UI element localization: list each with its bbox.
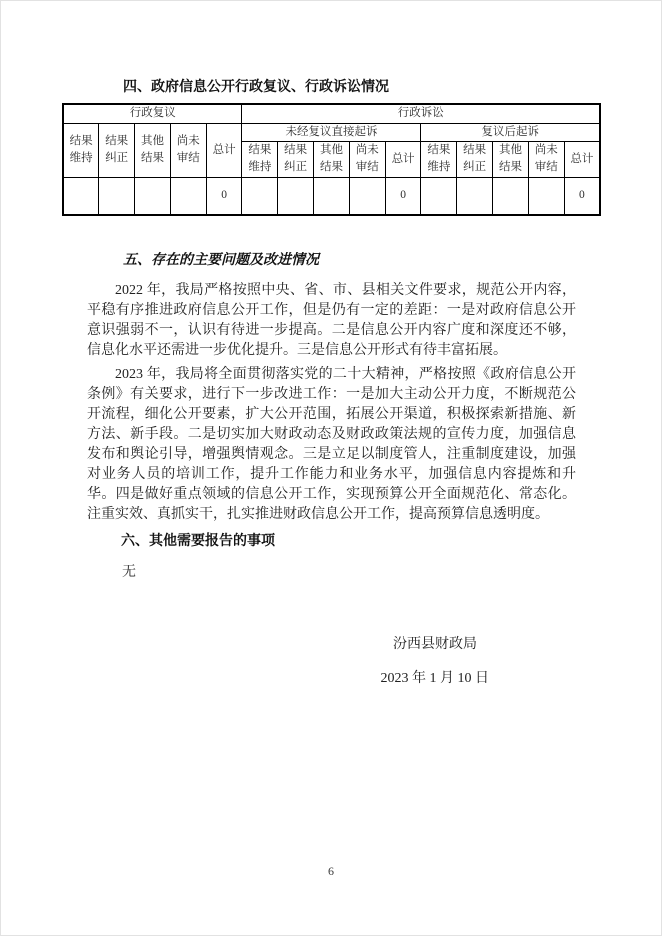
post-review-suit-total-value: 0 bbox=[564, 177, 600, 215]
litigation-group-header: 行政诉讼 bbox=[242, 104, 600, 123]
direct-suit-value-cell bbox=[314, 177, 350, 215]
post-review-suit-value-cell bbox=[528, 177, 564, 215]
review-value-cell bbox=[99, 177, 135, 215]
post-review-suit-column-header: 其他结果 bbox=[493, 141, 529, 177]
direct-suit-column-header: 其他结果 bbox=[314, 141, 350, 177]
direct-suit-total-value: 0 bbox=[385, 177, 421, 215]
signature-organization: 汾西县财政局 bbox=[393, 637, 477, 653]
direct-suit-value-cell bbox=[278, 177, 314, 215]
direct-suit-group-header: 未经复议直接起诉 bbox=[242, 123, 421, 141]
review-group-header: 行政复议 bbox=[63, 104, 242, 123]
post-review-suit-group-header: 复议后起诉 bbox=[421, 123, 600, 141]
table-row bbox=[63, 104, 600, 123]
table-data-row bbox=[63, 177, 600, 215]
table-row bbox=[63, 123, 600, 141]
review-column-header: 尚未审结 bbox=[170, 123, 206, 177]
direct-suit-value-cell bbox=[242, 177, 278, 215]
direct-suit-column-header: 结果纠正 bbox=[278, 141, 314, 177]
section5-heading: 五、存在的主要问题及改进情况 bbox=[123, 253, 319, 269]
review-value-cell bbox=[170, 177, 206, 215]
page-number: 6 bbox=[328, 864, 334, 878]
review-column-header: 结果纠正 bbox=[99, 123, 135, 177]
review-total-header: 总计 bbox=[206, 123, 242, 177]
section5-paragraph-2: 2023 年，我局将全面贯彻落实党的二十大精神，严格按照《政府信息公开条例》有关要求，进行下一步改进工作：一是加大主动公开力度，不断规范公开流程，细化公开要素，扩大公开范围，拓展公开渠道，积极探索新措施、新方法、新手段。二是切实加大财政动态及财政政策法规的宣传力度，加强信息发布和舆论引导，增强舆情观念。三是立足以制度管人，注重制度建设，加强对业务人员的培训工作，提升工作能力和业务水平，加强信息内容提炼和升华。四是做好重点领域的信息公开工作，实现预算公开全面规范化、常态化。注重实效、真抓实干，扎实推进财政信息公开工作，提高预算信息透明度。 bbox=[87, 367, 576, 523]
direct-suit-total-header: 总计 bbox=[385, 141, 421, 177]
post-review-suit-value-cell bbox=[493, 177, 529, 215]
section5-paragraph-1: 2022 年，我局严格按照中央、省、市、县相关文件要求，规范公开内容，平稳有序推进政府信息公开工作，但是仍有一定的差距：一是对政府信息公开意识强弱不一，认识有待进一步提高。二是信息公开内容广度和深度还不够，信息化水平还需进一步优化提升。三是信息公开形式有待丰富拓展。 bbox=[87, 283, 576, 359]
post-review-suit-value-cell bbox=[421, 177, 457, 215]
signature-date: 2023 年 1 月 10 日 bbox=[380, 671, 489, 687]
admin-review-litigation-table bbox=[62, 103, 601, 216]
review-total-value: 0 bbox=[206, 177, 242, 215]
review-value-cell bbox=[63, 177, 99, 215]
section4-heading: 四、政府信息公开行政复议、行政诉讼情况 bbox=[123, 80, 389, 95]
section6-heading: 六、其他需要报告的事项 bbox=[121, 534, 275, 550]
section6-content: 无 bbox=[122, 565, 136, 581]
direct-suit-column-header: 结果维持 bbox=[242, 141, 278, 177]
direct-suit-value-cell bbox=[349, 177, 385, 215]
post-review-suit-total-header: 总计 bbox=[564, 141, 600, 177]
post-review-suit-column-header: 尚未审结 bbox=[528, 141, 564, 177]
review-value-cell bbox=[135, 177, 171, 215]
post-review-suit-column-header: 结果维持 bbox=[421, 141, 457, 177]
post-review-suit-column-header: 结果纠正 bbox=[457, 141, 493, 177]
direct-suit-column-header: 尚未审结 bbox=[349, 141, 385, 177]
review-column-header: 其他结果 bbox=[135, 123, 171, 177]
post-review-suit-value-cell bbox=[457, 177, 493, 215]
review-column-header: 结果维持 bbox=[63, 123, 99, 177]
